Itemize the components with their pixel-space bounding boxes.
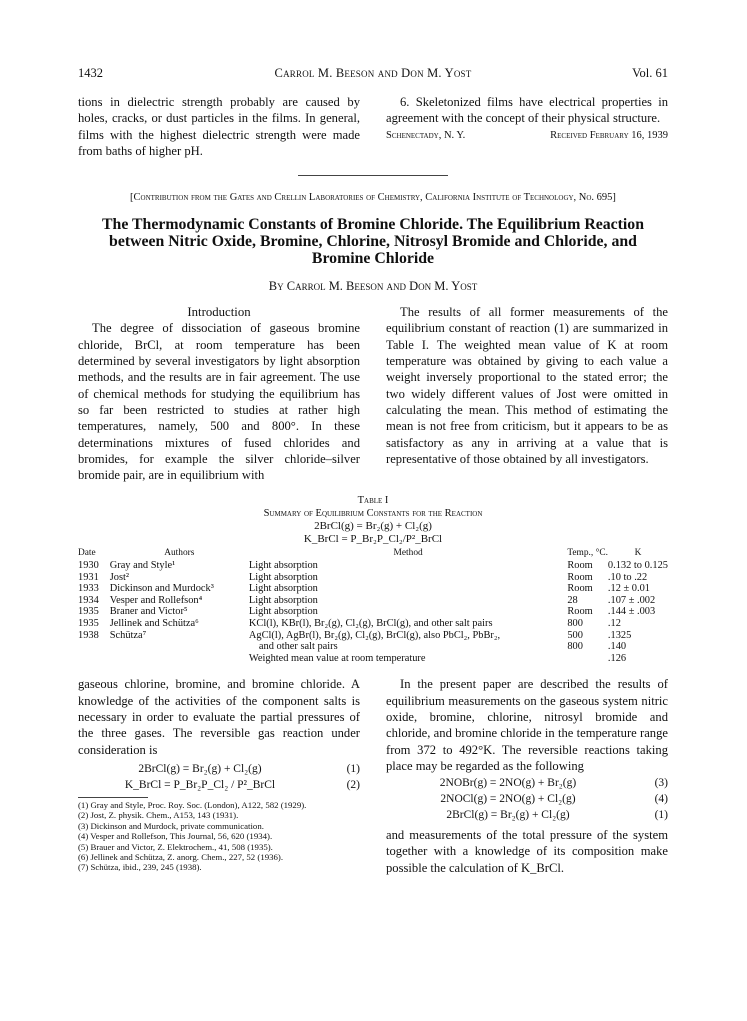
table-row [78,583,668,595]
footnote: (4) Vesper and Rollefson, This Journal, 56, 620 (1934). [78,831,273,842]
table-reaction: 2BrCl(g) = Br₂(g) + Cl₂(g) [314,520,432,533]
table-caption: Summary of Equilibrium Constants for the Reaction [263,507,483,519]
table-row [78,653,668,665]
cell-k: .144 ± .003 [607,606,656,618]
previous-article-left-text: tions in dielectric strength probably are caused by holes, cracks, or dust particles in the films. In general, films with the highest dielectric strength were made from baths of higher pH. [78,95,360,158]
table-1 [78,495,668,664]
table-row [78,572,668,584]
running-header [78,66,668,86]
cell-method: AgCl(l), AgBr(l), Br₂(g), Cl₂(g), BrCl(g), also PbCl₂, PbBr₂, [248,629,501,641]
section-heading-introduction: Introduction [187,305,251,320]
cell-temp: Room [567,560,593,572]
lower-right-paragraph-2: and measurements of the total pressure of the system together with a knowledge of its composition make possible the calculation of K_BrCl. [386,828,668,875]
equation-1 [78,761,360,777]
footnote-rule [78,797,148,798]
cell-date [78,641,110,653]
cell-temp: 800 [567,618,583,630]
previous-article-end [78,94,668,159]
cell-method: Light absorption [248,560,318,572]
table-row [78,618,668,630]
table-row [78,560,668,572]
cell-k: .12 [607,618,621,630]
header-authors: Authors [164,548,195,559]
cell-date [78,653,110,665]
cell-date: 1933 [78,583,99,595]
equation-text: 2NOBr(g) = 2NO(g) + Br₂(g) [439,777,577,790]
cell-method: and other salt pairs [258,641,338,653]
equation-3 [386,775,668,791]
equilibrium-constants-table [78,548,668,664]
cell-k: .10 to .22 [607,571,648,583]
volume-label: Vol. 61 [632,66,668,80]
location-line: Schenectady, N. Y. [386,129,466,141]
header-k: K [634,548,642,559]
cell-temp: Room [567,583,593,595]
cell-k: .140 [607,641,627,653]
table-constant: K_BrCl = P_Br₂P_Cl₂/P²_BrCl [303,533,443,546]
cell-author: Jost² [109,571,130,583]
cell-temp: Room [567,606,593,618]
table-row [78,606,668,618]
cell-method: Light absorption [248,583,318,595]
equation-text: 2NOCl(g) = 2NO(g) + Cl₂(g) [440,793,576,806]
intro-paragraph: The degree of dissociation of gaseous bromine chloride, BrCl, at room temperature has been determined by several investigators by light absorption methods, and the results are in fair agreement. The use of chemical methods for studying the equilibrium has so far been restricted to studies at rather high temperatures, namely, 500 and 800°. In these determinations mixtures of fused chlorides and bromides, for example the silver chloride–silver bromide pair, are in equilibrium with [78,321,360,483]
table-row [78,630,668,642]
cell-k: 0.132 to 0.125 [607,560,668,572]
cell-temp: Room [567,571,593,583]
cell-author: Gray and Style¹ [109,560,176,572]
equation-text: 2BrCl(g) = Br₂(g) + Cl₂(g) [446,809,570,822]
cell-k: .107 ± .002 [607,594,656,606]
equation-text: 2BrCl(g) = Br₂(g) + Cl₂(g) [138,762,262,775]
equation-number: (1) [346,762,360,775]
cell-temp [567,653,608,665]
cell-method: Light absorption [248,606,318,618]
equation-4 [386,791,668,807]
footnotes [78,800,360,873]
contribution-note: [Contribution from the Gates and Crellin Laboratories of Chemistry, California Institute of Technology, No. 695] [130,192,616,204]
footnote: (5) Brauer and Victor, Z. Elektrochem., 41, 508 (1935). [78,841,273,852]
cell-date: 1934 [78,594,99,606]
cell-author: Vesper and Rollefson⁴ [109,594,203,606]
footnote: (6) Jellinek and Schütza, Z. anorg. Chem., 227, 52 (1936). [78,851,284,862]
equation-number: (1) [654,809,668,822]
cell-temp: 800 [567,641,583,653]
table-header-row [78,548,668,560]
cell-author: Braner and Victor⁵ [109,606,188,618]
cell-author [110,653,249,665]
cell-k: .1325 [607,629,632,641]
cell-k: .126 [607,652,627,664]
cell-method: Light absorption [248,571,318,583]
cell-author: Jellinek and Schütza⁶ [109,618,199,630]
header-temp: Temp., °C. [567,548,608,559]
cell-method: Weighted mean value at room temperature [248,652,426,664]
footnote: (1) Gray and Style, Proc. Roy. Soc. (London), A122, 582 (1929). [78,799,307,810]
header-method: Method [393,548,423,559]
summary-paragraph: The results of all former measurements of the equilibrium constant of reaction (1) are summarized in Table I. The weighted mean value of K at room temperature was obtained by giving to each value a weight inversely proportional to the stated error; the two widely different values of Jost were omitted in calculating the mean. This method of estimating the mean is not free from criticism, but it appears to be as satisfactory as any in arriving at a value that is representative of those obtained by all investigators. [386,305,668,466]
journal-page [78,66,668,876]
lower-columns [78,676,668,876]
cell-date: 1935 [78,618,99,630]
lower-right-paragraph: In the present paper are described the results of equilibrium measurements on the gaseous system nitric oxide, bromine, chlorine, nitrosyl bromide and chloride, and bromine chloride in the temperature range from 372 to 492°K. The reversible reactions taking place may be regarded as the following [386,677,668,773]
cell-date: 1938 [78,629,99,641]
cell-author [110,641,249,653]
footnote: (3) Dickinson and Murdock, private communication. [78,820,264,831]
cell-author: Dickinson and Murdock³ [109,583,214,595]
equation-number: (2) [346,778,360,791]
cell-date: 1930 [78,560,99,572]
equation-5 [386,807,668,823]
table-label: Table I [357,495,389,507]
header-date: Date [78,548,96,559]
article-signature [386,130,668,141]
footnote: (2) Jost, Z. physik. Chem., A153, 143 (1931). [78,810,239,821]
equation-number: (3) [654,777,668,790]
received-date: Received February 16, 1939 [550,129,668,141]
cell-date: 1931 [78,571,99,583]
running-title: Carrol M. Beeson and Don M. Yost [274,66,472,80]
lower-left-paragraph: gaseous chlorine, bromine, and bromine chloride. A knowledge of the activities of the component salts is necessary in order to evaluate the partial pressures of the three gases. The reversible gas reaction under consideration is [78,677,360,757]
cell-temp: 500 [567,629,583,641]
footnote: (7) Schütza, ibid., 239, 245 (1938). [78,862,202,873]
article-title: The Thermodynamic Constants of Bromine Chloride. The Equilibrium Reaction between Nitric Oxide, Bromine, Chlorine, Nitrosyl Bromide and Chloride, and Bromine Chloride [102,216,644,268]
table-row [78,641,668,653]
equation-number: (4) [654,793,668,806]
article-byline: By Carrol M. Beeson and Don M. Yost [268,279,478,294]
equation-2 [78,777,360,793]
cell-author: Schütza⁷ [109,629,147,641]
intro-columns [78,304,668,483]
previous-article-right-text: 6. Skeletonized films have electrical properties in agreement with the concept of their physical structure. [386,95,668,126]
section-divider [298,175,448,176]
cell-method: Light absorption [248,594,318,606]
page-number: 1432 [78,66,103,80]
cell-temp: 28 [567,594,578,606]
cell-date: 1935 [78,606,99,618]
table-row [78,595,668,607]
cell-k: .12 ± 0.01 [607,583,650,595]
cell-method: KCl(l), KBr(l), Br₂(g), Cl₂(g), BrCl(g), and other salt pairs [248,618,493,630]
equation-text: K_BrCl = P_Br₂P_Cl₂ / P²_BrCl [124,778,276,791]
